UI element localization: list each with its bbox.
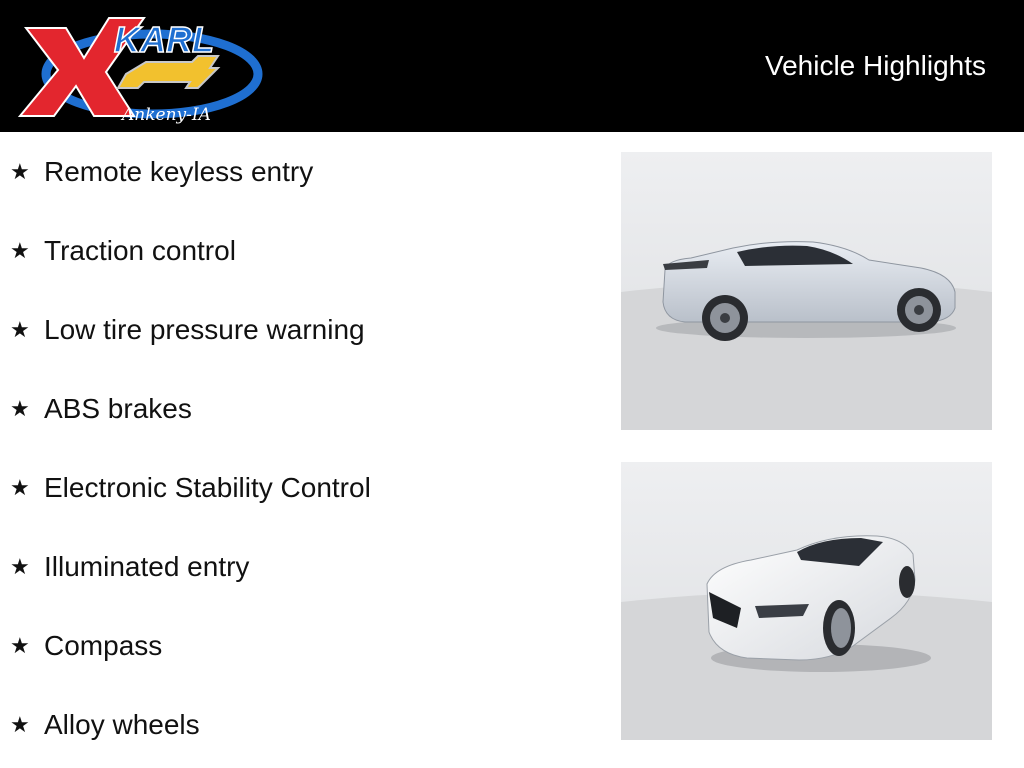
page-header (0, 0, 1024, 132)
feature-label: Remote keyless entry (44, 156, 314, 187)
feature-label: Traction control (44, 235, 236, 266)
logo-location-text: Ankeny-IA (122, 105, 211, 125)
page-title: Vehicle Highlights (764, 50, 986, 81)
karl-chevrolet-logo-icon[interactable] (14, 8, 264, 126)
list-item (10, 626, 162, 666)
list-item (10, 152, 313, 192)
star-icon: ★ (10, 317, 30, 342)
list-item (10, 468, 371, 508)
feature-label: Compass (44, 630, 163, 661)
star-icon: ★ (10, 712, 30, 737)
star-icon: ★ (10, 554, 30, 579)
feature-label: Illuminated entry (44, 551, 250, 582)
star-icon: ★ (10, 238, 30, 263)
logo-brand-text: KARL (114, 19, 214, 60)
list-item (10, 547, 249, 587)
list-item (10, 310, 365, 350)
feature-label: ABS brakes (44, 393, 192, 424)
vehicle-photo-side[interactable] (621, 152, 992, 430)
feature-label: Alloy wheels (44, 709, 200, 740)
vehicle-highlights-list (0, 132, 600, 768)
star-icon: ★ (10, 475, 30, 500)
list-item (10, 389, 192, 429)
list-item (10, 705, 200, 745)
feature-label: Low tire pressure warning (44, 314, 365, 345)
vehicle-photo-front[interactable] (621, 462, 992, 740)
list-item (10, 231, 236, 271)
feature-label: Electronic Stability Control (44, 472, 371, 503)
star-icon: ★ (10, 633, 30, 658)
star-icon: ★ (10, 396, 30, 421)
star-icon: ★ (10, 159, 30, 184)
